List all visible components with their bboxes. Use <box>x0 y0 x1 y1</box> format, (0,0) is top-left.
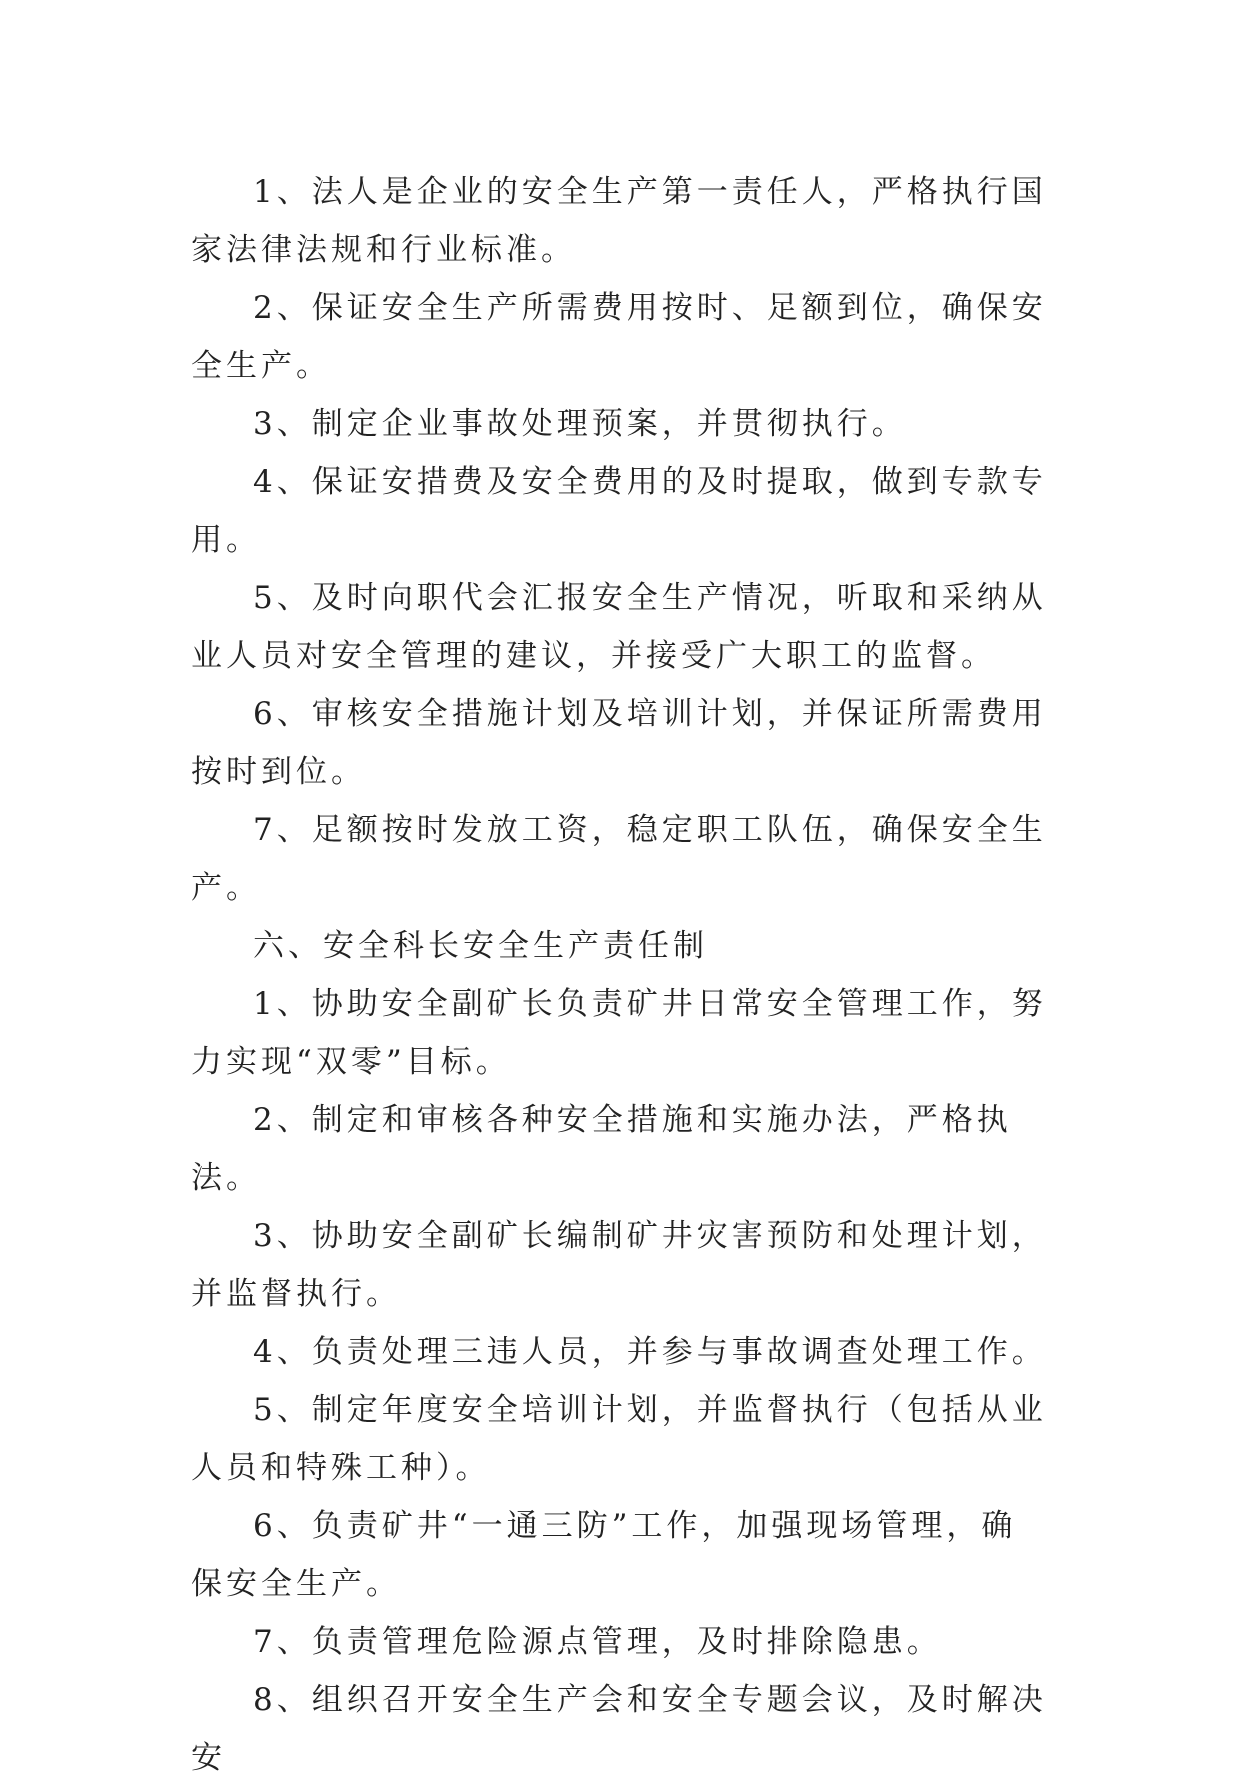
paragraph-annual-training-plan: 5、制定年度安全培训计划，并监督执行（包括从业人员和特殊工种）。 <box>191 1392 1047 1486</box>
paragraph-violation-handling: 4、负责处理三违人员，并参与事故调查处理工作。 <box>253 1334 1047 1370</box>
paragraph-ventilation-prevention: 6、负责矿井“一通三防”工作，加强现场管理，确保安全生产。 <box>191 1508 1017 1602</box>
paragraph-hazard-management: 7、负责管理危险源点管理，及时排除隐患。 <box>253 1624 942 1660</box>
document-body <box>191 163 1051 1787</box>
section-heading-safety-chief: 六、安全科长安全生产责任制 <box>253 928 708 964</box>
paragraph-safety-fee-extraction: 4、保证安措费及安全费用的及时提取，做到专款专用。 <box>191 464 1047 558</box>
paragraph-safety-meetings: 8、组织召开安全生产会和安全专题会议，及时解决安 <box>191 1682 1047 1776</box>
paragraph-safety-measures: 2、制定和审核各种安全措施和实施办法，严格执法。 <box>191 1102 1012 1196</box>
paragraph-disaster-prevention-plan: 3、协助安全副矿长编制矿井灾害预防和处理计划，并监督执行。 <box>191 1218 1047 1312</box>
paragraph-review-safety-plans: 6、审核安全措施计划及培训计划，并保证所需费用按时到位。 <box>191 696 1047 790</box>
paragraph-pay-wages: 7、足额按时发放工资，稳定职工队伍，确保安全生产。 <box>191 812 1047 906</box>
paragraph-legal-person-responsibility: 1、法人是企业的安全生产第一责任人，严格执行国家法律法规和行业标准。 <box>191 174 1047 268</box>
paragraph-report-to-workers-congress: 5、及时向职代会汇报安全生产情况，听取和采纳从业人员对安全管理的建议，并接受广大职工的监督。 <box>191 580 1047 674</box>
paragraph-safety-funding: 2、保证安全生产所需费用按时、足额到位，确保安全生产。 <box>191 290 1047 384</box>
paragraph-assist-deputy-manager: 1、协助安全副矿长负责矿井日常安全管理工作，努力实现“双零”目标。 <box>191 986 1047 1080</box>
paragraph-accident-plan: 3、制定企业事故处理预案，并贯彻执行。 <box>253 406 907 442</box>
